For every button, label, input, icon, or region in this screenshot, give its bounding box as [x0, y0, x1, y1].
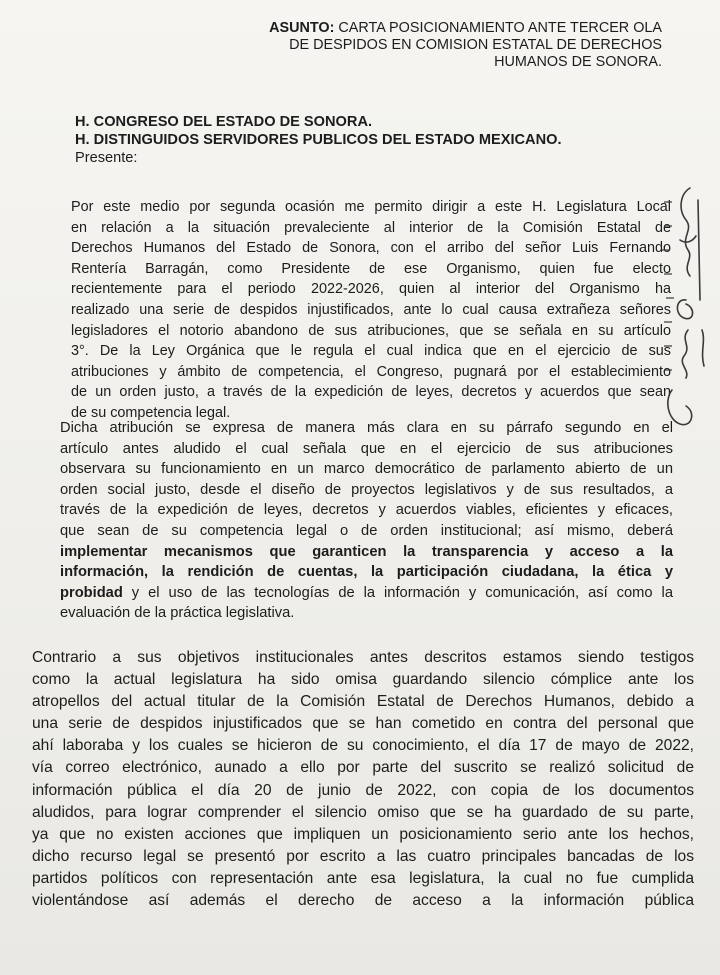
subject-block: [222, 20, 662, 71]
paragraph-line: Derechos Humanos del Estado de Sonora, con el arribo del señor Luis Fernando: [71, 240, 671, 257]
greeting: Presente:: [75, 150, 138, 166]
recipient-line-2: H. DISTINGUIDOS SERVIDORES PUBLICOS DEL ESTADO MEXICANO.: [75, 132, 562, 148]
paragraph-line: orden social justo, desde el diseño de proyectos legislativos y de sus resultados, a: [60, 481, 673, 498]
paragraph-line: Contrario a sus objetivos institucionales antes descritos estamos siendo testigos: [32, 649, 694, 666]
subject-line-1: CARTA POSICIONAMIENTO ANTE TERCER OLA: [334, 20, 662, 36]
paragraph-1: [71, 197, 671, 424]
paragraph-line: atropellos del actual titular de la Comisión Estatal de Derechos Humanos, debido a: [32, 693, 694, 711]
paragraph-line: en relación a la situación prevaleciente al interior de la Comisión Estatal de: [71, 219, 671, 236]
paragraph-line: 3°. De la Ley Orgánica que le regula el cual indica que en el ejercicio de sus: [71, 343, 671, 360]
paragraph-line: una serie de despidos injustificados que se han cometido en contra del personal que: [32, 715, 694, 733]
paragraph-line: violentándose así además el derecho de acceso a la información pública: [32, 892, 694, 910]
paragraph-line: que sean de su competencia legal o de orden institucional; así mismo, deberá: [60, 522, 673, 539]
subject-line-2: DE DESPIDOS EN COMISION ESTATAL DE DERECHOS: [289, 37, 662, 53]
paragraph-line: de un orden justo, a través de la expedición de leyes, decretos y acuerdos que sean: [71, 384, 671, 401]
paragraph-line: ya que no existen acciones que impliquen un posicionamiento serio ante los hechos,: [32, 825, 694, 843]
paragraph-line: artículo antes aludido el cual señala que en el ejercicio de sus atribuciones: [60, 440, 673, 457]
paragraph-3: [32, 647, 694, 912]
paragraph-line: Rentería Barragán, como Presidente de ese Organismo, quien fue electo: [71, 260, 671, 277]
paragraph-line: partidos políticos con representación ante esa legislatura, la cual no fue cumplida: [32, 869, 694, 887]
recipient-block: [75, 113, 675, 167]
paragraph-line-bold: implementar mecanismos que garanticen la transparencia y acceso a la: [60, 543, 673, 560]
subject-label: ASUNTO:: [269, 20, 335, 36]
paragraph-line: de su competencia legal.: [71, 404, 231, 421]
paragraph-line: vía correo electrónico, aunado a ello por parte del suscrito se realizó solicitud de: [32, 759, 694, 777]
recipient-line-1: H. CONGRESO DEL ESTADO DE SONORA.: [75, 114, 373, 130]
paragraph-line: aludidos, para lograr comprender el silencio omiso que se ha guardado de su parte,: [32, 803, 694, 821]
paragraph-line: ahí laboraba y los cuales se hicieron de su conocimiento, el día 17 de mayo de 2022,: [32, 737, 694, 755]
paragraph-2: [60, 418, 673, 624]
line-remainder: y el uso de las tecnologías de la información y comunicación, así como la: [122, 584, 673, 601]
paragraph-line: Dicha atribución se expresa de manera más clara en su párrafo segundo en el: [60, 420, 673, 436]
bold-phrase: probidad: [60, 584, 123, 601]
paragraph-line: dicho recurso legal se presentó por escrito a las cuatro principales bancadas de los: [32, 847, 694, 865]
subject-line-3: HUMANOS DE SONORA.: [494, 54, 662, 70]
paragraph-line-mixed: [60, 583, 673, 604]
paragraph-line-bold: información, la rendición de cuentas, la participación ciudadana, la ética y: [60, 564, 673, 581]
paragraph-line: como la actual legislatura ha sido omisa guardando silencio cómplice ante los: [32, 671, 694, 689]
paragraph-line: recientemente para el periodo 2022-2026, quien al interior del Organismo ha: [71, 281, 671, 298]
paragraph-line: través de la expedición de leyes, decretos y acuerdos viables, eficientes y eficaces,: [60, 502, 673, 519]
paragraph-line: evaluación de la práctica legislativa.: [60, 605, 295, 622]
paragraph-line: atribuciones y ámbito de competencia, el Congreso, pugnará por el establecimiento: [71, 363, 671, 380]
paragraph-line: legisladores el notorio abandono de sus atribuciones, que se señala en su artículo: [71, 322, 671, 339]
paragraph-line: observara su funcionamiento en un marco democrático de parlamento abierto de un: [60, 461, 673, 478]
paragraph-line: Por este medio por segunda ocasión me permito dirigir a este H. Legislatura Local: [71, 199, 671, 215]
handwritten-stamp-icon: [650, 180, 720, 440]
paragraph-line: información pública el día 20 de junio de 2022, con copia de los documentos: [32, 781, 694, 799]
paragraph-line: realizado una serie de despidos injustificados, ante lo cual causa extrañeza señores: [71, 301, 671, 318]
